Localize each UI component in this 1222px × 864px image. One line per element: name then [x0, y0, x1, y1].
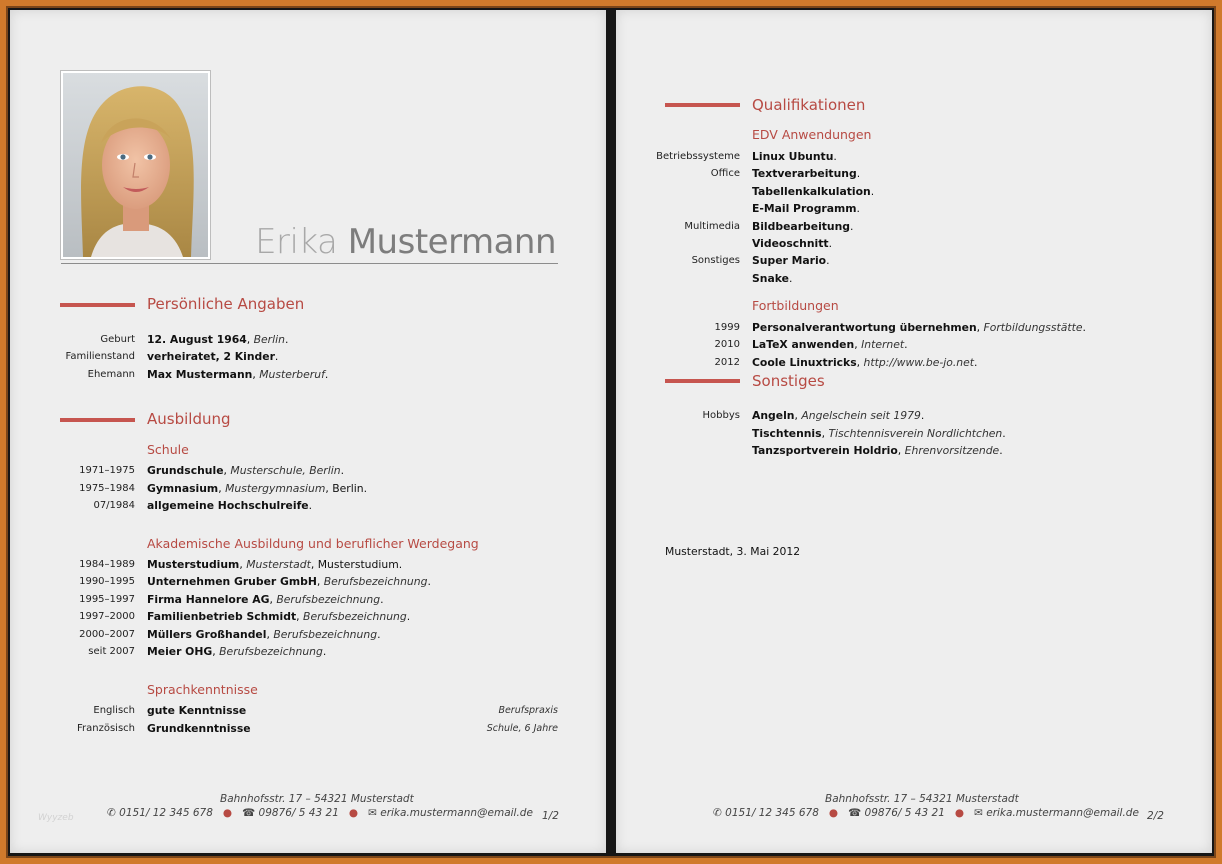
- entry-end: .: [870, 184, 875, 198]
- entry-value: [752, 220, 853, 234]
- entry-detail: http://www.be-jo.net: [863, 355, 974, 369]
- entry-main: Personalverantwortung übernehmen: [752, 321, 977, 334]
- mobile-icon: ✆: [713, 807, 722, 819]
- entry-separator: ,: [897, 444, 905, 457]
- entry-value: [752, 185, 874, 199]
- entry-separator: ,: [821, 426, 829, 440]
- entry-end: .: [284, 333, 289, 346]
- section-bar-education: [60, 418, 135, 422]
- entry-main: Super Mario: [752, 254, 827, 268]
- footer-mobile: 0151/ 12 345 678: [725, 807, 819, 819]
- entry-end: .: [377, 627, 381, 641]
- entry-key: Familienstand: [65, 351, 135, 363]
- entry-key: seit 2007: [88, 646, 135, 657]
- entry-main: Firma Hannelore AG: [147, 592, 270, 606]
- entry-value: [752, 338, 908, 352]
- separator-dot: ●: [222, 807, 233, 819]
- entry-main: Grundkenntnisse: [147, 722, 251, 735]
- entry-value: [147, 499, 312, 513]
- entry-main: Snake: [752, 271, 789, 285]
- entry-main: Linux Ubuntu: [752, 150, 834, 163]
- entry-separator: ,: [854, 338, 862, 352]
- entry-key: Betriebssysteme: [656, 151, 740, 162]
- entry-detail: Fortbildungsstätte: [983, 321, 1083, 334]
- entry-main: Textverarbeitung: [752, 167, 857, 181]
- entry-main: Videoschnitt: [752, 237, 829, 250]
- subsection-school: Schule: [147, 442, 189, 457]
- entry-main: Gymnasium: [147, 481, 219, 495]
- entry-value: [147, 610, 410, 624]
- portrait-photo: [61, 71, 210, 259]
- entry-key: Hobbys: [702, 410, 740, 421]
- entry-end: .: [920, 409, 925, 422]
- entry-value: [147, 482, 367, 496]
- entry-value: [147, 558, 402, 572]
- entry-end: .: [406, 610, 411, 624]
- entry-end: , Berlin.: [325, 481, 368, 495]
- footer-email[interactable]: erika.mustermann@email.de: [380, 807, 533, 819]
- phone-icon: ☎: [242, 807, 256, 819]
- mobile-icon: ✆: [107, 807, 116, 819]
- entry-separator: ,: [794, 409, 802, 422]
- footer-address: Bahnhofsstr. 17 – 54321 Musterstadt: [220, 793, 414, 805]
- entry-key: 1975–1984: [79, 482, 135, 494]
- separator-dot: ●: [348, 807, 359, 819]
- entry-end: .: [427, 575, 431, 589]
- entry-note: Schule, 6 Jahre: [486, 723, 558, 734]
- entry-end: .: [274, 350, 279, 364]
- entry-detail: Ehrenvorsitzende: [904, 444, 1000, 457]
- entry-main: Tabellenkalkulation: [752, 184, 871, 198]
- entry-detail: Tischtennisverein Nordlichtchen: [828, 426, 1003, 440]
- entry-key: 2000–2007: [79, 628, 135, 640]
- entry-detail: Berufsbezeichnung: [219, 645, 323, 658]
- subsection-training: Fortbildungen: [752, 298, 839, 313]
- first-name: Erika: [255, 222, 338, 262]
- entry-separator: ,: [252, 367, 260, 381]
- entry-detail: Angelschein seit 1979: [801, 409, 921, 422]
- entry-key: 1984–1989: [79, 559, 135, 570]
- entry-value: [752, 254, 830, 268]
- entry-value: [752, 409, 924, 423]
- entry-value: [752, 237, 832, 251]
- entry-end: .: [974, 355, 978, 369]
- entry-separator: ,: [269, 592, 277, 606]
- entry-detail: Mustergymnasium: [225, 481, 326, 495]
- entry-detail: Berufsbezeichnung: [323, 575, 428, 589]
- subsection-edv: EDV Anwendungen: [752, 127, 872, 142]
- footer-phone: 09876/ 5 43 21: [258, 807, 339, 819]
- entry-key: Multimedia: [684, 220, 740, 232]
- entry-separator: ,: [223, 464, 231, 477]
- entry-key: Sonstiges: [691, 255, 740, 267]
- entry-main: LaTeX anwenden: [752, 338, 855, 352]
- email-icon: ✉: [368, 807, 377, 819]
- entry-value: [147, 593, 384, 607]
- entry-end: .: [1082, 321, 1086, 334]
- entry-end: .: [324, 367, 329, 381]
- page-number: 2/2: [1147, 810, 1164, 822]
- portrait-image: [63, 73, 208, 257]
- entry-main: Meier OHG: [147, 645, 213, 658]
- entry-end: .: [380, 592, 384, 606]
- footer-address: Bahnhofsstr. 17 – 54321 Musterstadt: [825, 793, 1019, 805]
- entry-value: [752, 321, 1086, 335]
- page-number: 1/2: [542, 810, 559, 822]
- entry-value: [147, 368, 328, 382]
- entry-separator: ,: [218, 481, 226, 495]
- entry-detail: Musterstadt: [246, 558, 311, 571]
- entry-separator: ,: [976, 321, 984, 334]
- section-bar-misc: [665, 379, 740, 383]
- entry-key: 07/1984: [93, 500, 135, 511]
- entry-key: Geburt: [100, 334, 135, 345]
- entry-detail: Berufsbezeichnung: [276, 592, 381, 606]
- entry-key: 2010: [714, 339, 740, 351]
- entry-separator: ,: [296, 610, 304, 624]
- entry-key: 2012: [714, 356, 740, 368]
- entry-detail: Musterschule, Berlin: [230, 464, 341, 477]
- entry-detail: Berufsbezeichnung: [273, 627, 378, 641]
- entry-end: .: [856, 202, 860, 216]
- last-name: Mustermann: [347, 222, 556, 262]
- place-date: Musterstadt, 3. Mai 2012: [665, 545, 801, 558]
- entry-value: [147, 464, 344, 478]
- entry-value: [147, 645, 326, 659]
- entry-key: Englisch: [93, 705, 135, 716]
- entry-value: [752, 150, 837, 164]
- entry-value: [752, 202, 860, 216]
- entry-key: Office: [710, 168, 740, 180]
- subsection-languages: Sprachkenntnisse: [147, 682, 258, 697]
- entry-end: , Musterstudium.: [310, 558, 403, 571]
- entry-separator: ,: [266, 627, 274, 641]
- watermark: Wyyzeb: [38, 813, 74, 823]
- entry-end: .: [340, 464, 345, 477]
- entry-end: .: [826, 254, 830, 268]
- entry-key: 1990–1995: [79, 576, 135, 588]
- entry-detail: Berlin: [253, 333, 285, 346]
- phone-icon: ☎: [848, 807, 862, 819]
- entry-main: gute Kenntnisse: [147, 704, 247, 717]
- entry-note: Berufspraxis: [498, 705, 558, 716]
- section-title-misc: Sonstiges: [752, 372, 825, 390]
- entry-value: [147, 704, 246, 718]
- section-bar-personal: [60, 303, 135, 307]
- entry-separator: ,: [246, 333, 254, 346]
- section-title-qualifications: Qualifikationen: [752, 96, 866, 114]
- entry-value: [147, 722, 251, 736]
- subsection-career: Akademische Ausbildung und beruflicher Werdegang: [147, 536, 479, 551]
- entry-end: .: [828, 237, 832, 250]
- footer-contact: [107, 807, 533, 819]
- section-bar-qualifications: [665, 103, 740, 107]
- entry-value: [147, 575, 431, 589]
- entry-key: 1995–1997: [79, 593, 135, 605]
- name-divider: [61, 263, 558, 264]
- entry-main: Tischtennis: [752, 426, 822, 440]
- footer-contact: [713, 807, 1139, 819]
- entry-key: 1971–1975: [79, 465, 135, 476]
- footer-email[interactable]: erika.mustermann@email.de: [986, 807, 1139, 819]
- entry-end: .: [1002, 426, 1006, 440]
- entry-main: Max Mustermann: [147, 367, 253, 381]
- entry-end: .: [308, 499, 313, 512]
- entry-main: Coole Linuxtricks: [752, 355, 857, 369]
- entry-value: [752, 444, 1003, 458]
- entry-end: .: [322, 645, 327, 658]
- entry-key: Ehemann: [87, 368, 135, 380]
- entry-detail: Berufsbezeichnung: [303, 610, 407, 624]
- email-icon: ✉: [974, 807, 983, 819]
- entry-key: Französisch: [76, 723, 135, 734]
- entry-separator: ,: [212, 645, 220, 658]
- entry-main: 12. August 1964: [147, 333, 247, 346]
- footer-phone: 09876/ 5 43 21: [864, 807, 945, 819]
- entry-main: Bildbearbeitung: [752, 219, 851, 233]
- entry-value: [147, 333, 288, 347]
- entry-end: .: [850, 219, 854, 233]
- cv-page-1: [10, 10, 606, 853]
- entry-main: Tanzsportverein Holdrio: [752, 444, 898, 457]
- entry-end: .: [788, 271, 793, 285]
- entry-main: Müllers Großhandel: [147, 627, 267, 641]
- entry-detail: Internet: [861, 338, 905, 352]
- entry-main: allgemeine Hochschulreife: [147, 499, 309, 512]
- entry-end: .: [833, 150, 837, 163]
- entry-value: [752, 356, 977, 370]
- entry-value: [147, 628, 381, 642]
- entry-key: 1997–2000: [79, 611, 135, 623]
- entry-main: Familienbetrieb Schmidt: [147, 610, 297, 624]
- entry-value: [752, 427, 1006, 441]
- section-title-education: Ausbildung: [147, 410, 231, 428]
- entry-detail: Musterberuf: [259, 367, 325, 381]
- entry-main: Musterstudium: [147, 558, 240, 571]
- entry-end: .: [904, 338, 908, 352]
- entry-end: .: [999, 444, 1003, 457]
- footer-mobile: 0151/ 12 345 678: [119, 807, 213, 819]
- entry-end: .: [856, 167, 861, 181]
- entry-main: verheiratet, 2 Kinder: [147, 350, 275, 364]
- separator-dot: ●: [954, 807, 965, 819]
- entry-main: Angeln: [752, 409, 795, 422]
- entry-key: 1999: [714, 322, 740, 333]
- cv-page-2: [616, 10, 1212, 853]
- entry-main: Grundschule: [147, 464, 224, 477]
- entry-value: [752, 167, 860, 181]
- entry-main: Unternehmen Gruber GmbH: [147, 575, 317, 589]
- entry-main: E-Mail Programm: [752, 202, 857, 216]
- entry-value: [752, 272, 792, 286]
- applicant-name: [255, 222, 556, 262]
- separator-dot: ●: [828, 807, 839, 819]
- section-title-personal: Persönliche Angaben: [147, 295, 305, 313]
- entry-separator: ,: [239, 558, 247, 571]
- entry-separator: ,: [856, 355, 864, 369]
- entry-value: [147, 350, 278, 364]
- entry-separator: ,: [316, 575, 324, 589]
